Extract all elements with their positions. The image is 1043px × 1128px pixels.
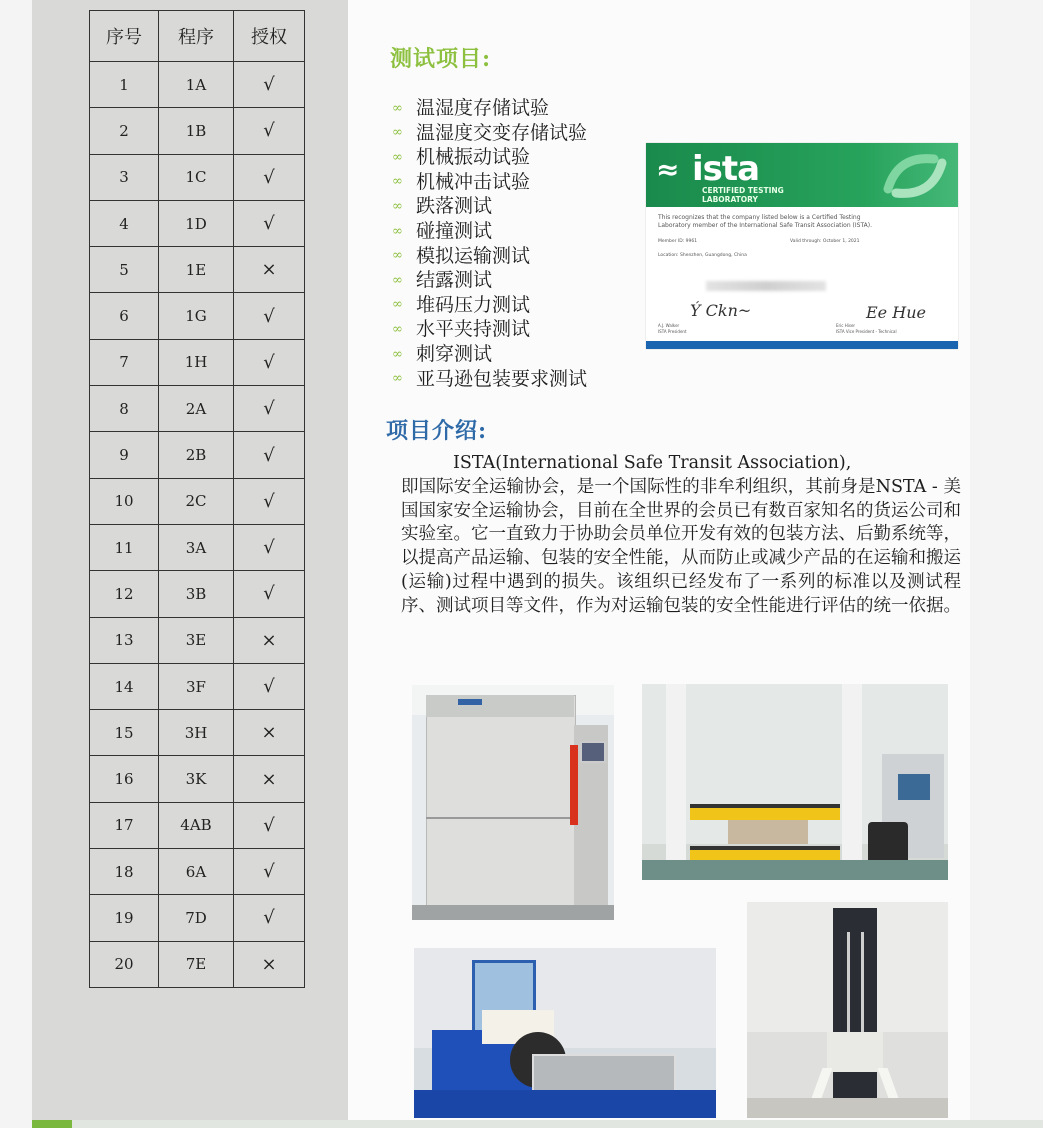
row-index: 10	[90, 478, 159, 524]
row-authorized: √	[234, 293, 305, 339]
row-authorized: √	[234, 339, 305, 385]
test-item	[392, 145, 587, 170]
table-row	[90, 293, 305, 339]
row-index: 2	[90, 108, 159, 154]
table-row	[90, 247, 305, 293]
row-program: 3E	[159, 617, 234, 663]
intro-paragraph	[401, 452, 961, 619]
bottom-strip	[32, 1120, 1043, 1128]
certificate-member-id: Member ID: 9961	[658, 239, 698, 244]
row-authorized: √	[234, 200, 305, 246]
test-item	[392, 170, 587, 195]
test-item-label: 堆码压力测试	[416, 293, 531, 316]
certificate-line-1: This recognizes that the company listed below is a Certified Testing	[658, 214, 861, 221]
row-program: 2A	[159, 386, 234, 432]
row-index: 13	[90, 617, 159, 663]
test-item-label: 碰撞测试	[416, 219, 493, 242]
table-row	[90, 339, 305, 385]
test-item-label: 亚马逊包装要求测试	[416, 367, 588, 390]
row-program: 1D	[159, 200, 234, 246]
table-row	[90, 941, 305, 987]
signature-1: Ý Ckn~	[690, 301, 752, 320]
row-index: 19	[90, 895, 159, 941]
certificate-footer	[646, 341, 958, 349]
row-authorized: √	[234, 478, 305, 524]
tests-title: 测试项目:	[390, 46, 492, 72]
row-index: 4	[90, 200, 159, 246]
row-program: 1C	[159, 154, 234, 200]
swirl-bullet-icon: ∞	[392, 149, 403, 165]
swirl-bullet-icon: ∞	[392, 125, 403, 141]
swirl-bullet-icon: ∞	[392, 174, 403, 190]
swirl-bullet-icon: ∞	[392, 199, 403, 215]
table-row	[90, 617, 305, 663]
row-authorized: √	[234, 62, 305, 108]
table-row	[90, 154, 305, 200]
row-index: 17	[90, 802, 159, 848]
table-row	[90, 756, 305, 802]
certificate-logo: ista	[692, 149, 760, 189]
table-row	[90, 524, 305, 570]
certificate-line-2: Laboratory member of the International Safe Transit Association (ISTA).	[658, 222, 873, 229]
row-program: 7E	[159, 941, 234, 987]
row-authorized: ×	[234, 941, 305, 987]
test-item-label: 模拟运输测试	[416, 244, 531, 267]
test-item-label: 结露测试	[416, 269, 493, 292]
row-index: 9	[90, 432, 159, 478]
header-program: 程序	[159, 11, 234, 62]
row-index: 7	[90, 339, 159, 385]
certificate-location: Location: Shenzhen, Guangdong, China	[658, 253, 747, 258]
row-program: 7D	[159, 895, 234, 941]
test-item-label: 水平夹持测试	[416, 318, 531, 341]
header-authorized: 授权	[234, 11, 305, 62]
row-index: 20	[90, 941, 159, 987]
blurred-company	[706, 281, 826, 291]
table-row	[90, 849, 305, 895]
test-item	[392, 268, 587, 293]
header-index: 序号	[90, 11, 159, 62]
intro-body: 即国际安全运输协会，是一个国际性的非牟利组织，其前身是NSTA - 美国国家安全运输协会，目前在全世界的会员已有数百家知名的货运公司和实验室。它一直致力于协助会员单位开发有效的包装方法、后勤系统等，以提高产品运输、包装的安全性能，从而防止或减少产品的在运输和搬运(运输)过程中遇到的损失。该组织已经发布了一系列的标准以及测试程序、测试项目等文件，作为对运输包装的安全性能进行评估的统一依据。	[401, 476, 961, 616]
photo-drop-tester	[747, 902, 948, 1118]
row-authorized: ×	[234, 756, 305, 802]
row-program: 3B	[159, 571, 234, 617]
row-program: 6A	[159, 849, 234, 895]
row-authorized: √	[234, 108, 305, 154]
intro-first-line: ISTA(International Safe Transit Association),	[453, 453, 852, 473]
row-index: 15	[90, 710, 159, 756]
authorization-table	[89, 10, 305, 988]
test-item	[392, 219, 587, 244]
row-index: 5	[90, 247, 159, 293]
row-authorized: √	[234, 154, 305, 200]
row-authorized: √	[234, 849, 305, 895]
row-program: 1B	[159, 108, 234, 154]
row-authorized: √	[234, 432, 305, 478]
certificate-signer-2: Eric Hiser	[836, 323, 856, 328]
test-item-label: 跌落测试	[416, 195, 493, 218]
swirl-bullet-icon: ∞	[392, 272, 403, 288]
row-program: 2B	[159, 432, 234, 478]
certificate-valid: Valid through: October 1, 2021	[790, 239, 860, 244]
test-item-label: 温湿度存储试验	[416, 97, 550, 119]
row-authorized: √	[234, 571, 305, 617]
swirl-bullet-icon: ∞	[392, 100, 403, 116]
row-authorized: ×	[234, 617, 305, 663]
test-item	[392, 244, 587, 269]
test-item-label: 机械振动试验	[416, 146, 531, 169]
test-item-label: 机械冲击试验	[416, 170, 531, 193]
photo-vibration-table	[414, 948, 716, 1118]
swirl-bullet-icon: ∞	[392, 371, 403, 387]
row-index: 16	[90, 756, 159, 802]
recycle-arrows-icon	[878, 149, 952, 203]
table-row	[90, 200, 305, 246]
test-item	[392, 121, 587, 146]
table-row	[90, 62, 305, 108]
test-item	[392, 293, 587, 318]
table-row	[90, 802, 305, 848]
certificate-subtitle: CERTIFIED TESTING LABORATORY	[702, 186, 784, 204]
row-authorized: √	[234, 524, 305, 570]
row-program: 2C	[159, 478, 234, 524]
swirl-bullet-icon: ∞	[392, 248, 403, 264]
table-row	[90, 895, 305, 941]
row-index: 3	[90, 154, 159, 200]
certificate-signer-1-title: ISTA President	[658, 329, 687, 334]
certificate-signer-2-title: ISTA Vice President - Technical	[836, 329, 897, 334]
row-authorized: √	[234, 386, 305, 432]
table-row	[90, 386, 305, 432]
row-index: 8	[90, 386, 159, 432]
row-index: 18	[90, 849, 159, 895]
row-authorized: √	[234, 802, 305, 848]
table-row	[90, 432, 305, 478]
photo-compression-tester	[642, 684, 948, 880]
row-authorized: ×	[234, 247, 305, 293]
row-program: 1G	[159, 293, 234, 339]
table-row	[90, 108, 305, 154]
row-index: 1	[90, 62, 159, 108]
ista-certificate	[646, 143, 958, 349]
test-item	[392, 96, 587, 121]
swirl-bullet-icon: ∞	[392, 297, 403, 313]
swirl-bullet-icon: ∞	[392, 346, 403, 362]
photo-climate-chamber	[412, 685, 614, 920]
row-program: 3H	[159, 710, 234, 756]
test-item	[392, 317, 587, 342]
row-authorized: √	[234, 663, 305, 709]
row-authorized: √	[234, 895, 305, 941]
certificate-signer-1: A.J. Walker	[658, 323, 680, 328]
test-item-label: 刺穿测试	[416, 342, 493, 365]
row-authorized: ×	[234, 710, 305, 756]
row-index: 14	[90, 663, 159, 709]
row-program: 1H	[159, 339, 234, 385]
ista-logo-icon: ≈	[656, 153, 680, 186]
row-index: 11	[90, 524, 159, 570]
swirl-bullet-icon: ∞	[392, 322, 403, 338]
test-item	[392, 194, 587, 219]
test-item	[392, 367, 587, 392]
test-item-label: 温湿度交变存储试验	[416, 121, 588, 144]
test-item	[392, 342, 587, 367]
row-program: 3K	[159, 756, 234, 802]
signature-2: Ee Hue	[866, 303, 926, 322]
row-program: 4AB	[159, 802, 234, 848]
row-program: 1A	[159, 62, 234, 108]
intro-title: 项目介绍:	[386, 418, 488, 444]
row-program: 3A	[159, 524, 234, 570]
row-program: 1E	[159, 247, 234, 293]
tests-list	[392, 96, 587, 391]
table-row	[90, 478, 305, 524]
table-row	[90, 571, 305, 617]
table-header-row	[90, 11, 305, 62]
row-index: 6	[90, 293, 159, 339]
table-row	[90, 710, 305, 756]
table-row	[90, 663, 305, 709]
row-index: 12	[90, 571, 159, 617]
swirl-bullet-icon: ∞	[392, 223, 403, 239]
row-program: 3F	[159, 663, 234, 709]
